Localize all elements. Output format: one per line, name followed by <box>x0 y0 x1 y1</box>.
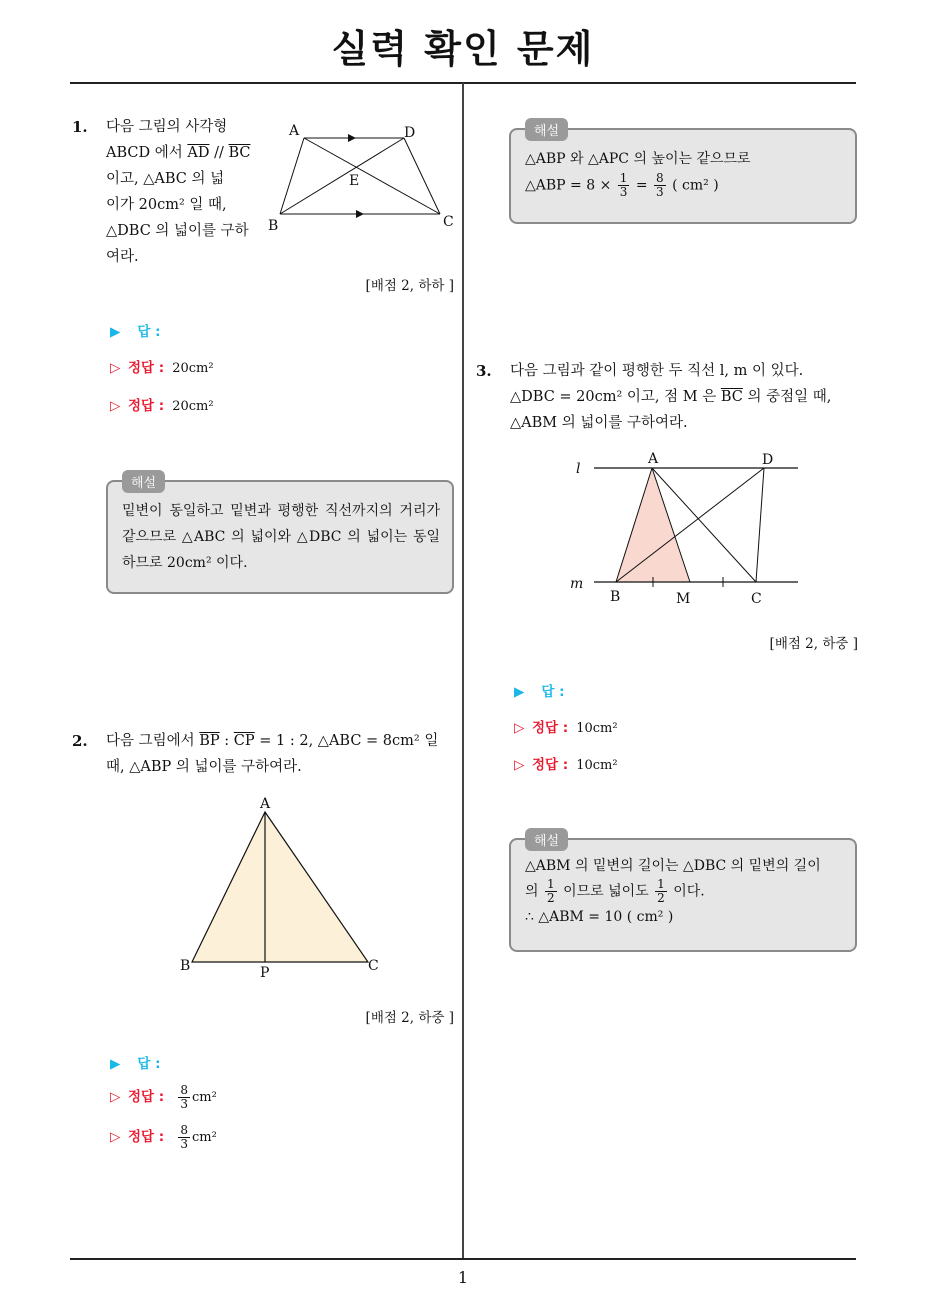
q1-line3: 이고, △ABC 의 넓 <box>106 171 225 187</box>
q1-correct-1: ▷ 정답 : 20cm² <box>110 360 214 376</box>
q1-correct-2: ▷ 정답 : 20cm² <box>110 398 214 414</box>
q3-line3: △ABM 의 넓이를 구하여라. <box>510 415 688 431</box>
q2-score: [배점 2, 하중 ] <box>365 1010 454 1026</box>
outline-triangle-icon: ▷ <box>110 1129 121 1145</box>
q1-answer-heading: ▶ 답 : <box>110 324 161 340</box>
fraction: $\frac{1}{3}$ <box>619 171 628 199</box>
q2-correct-1: ▷ 정답 : $\frac{8}{3}$ cm² <box>110 1083 217 1111</box>
q3-line1: 다음 그림과 같이 평행한 두 직선 l, m 이 있다. <box>510 363 804 379</box>
q3-explanation-box <box>509 834 857 952</box>
q1-line5: △DBC 의 넓이를 구하 <box>106 223 249 239</box>
q1-explanation-box <box>106 476 454 594</box>
q1-line6: 여라. <box>106 249 139 265</box>
q1-label-e: E <box>349 173 360 189</box>
page-number: 1 <box>457 1268 469 1287</box>
fraction: $\frac{8}{3}$ <box>656 171 664 199</box>
play-arrow-icon: ▶ <box>110 1056 121 1072</box>
q3-label-m: m <box>570 576 584 592</box>
outline-triangle-icon: ▷ <box>110 1089 121 1105</box>
q1-score: [배점 2, 하하 ] <box>365 278 454 294</box>
q2-label-b: B <box>180 958 191 974</box>
q3-line2: △DBC = 20cm² 이고, 점 M 은 $\overline{BC}$ 의 중점일 때, <box>510 389 832 405</box>
play-arrow-icon: ▶ <box>514 684 525 700</box>
explanation-tag: 해설 <box>525 828 568 851</box>
explanation-tag: 해설 <box>525 118 568 141</box>
q3-number: 3. <box>476 362 492 380</box>
outline-triangle-icon: ▷ <box>514 720 525 736</box>
q3-label-a: A <box>648 451 659 467</box>
q1-label-d: D <box>404 125 416 141</box>
q3-label-m-point: M <box>676 591 691 607</box>
page-title: 실력 확인 문제 <box>331 27 595 71</box>
q1-line1: 다음 그림의 사각형 <box>106 119 228 135</box>
q1-number: 1. <box>72 118 88 136</box>
q3-explanation-text: △ABM 의 밑변의 길이는 △DBC 의 밑변의 길이 의 $\frac{1}{2}$ 이므로 넓이도 $\frac{1}{2}$ 이다. ∴ △ABM = 10 ( cm² ) <box>525 858 821 925</box>
outline-triangle-icon: ▷ <box>514 757 525 773</box>
explanation-tag: 해설 <box>122 470 165 493</box>
q1-line4: 이가 20cm² 일 때, <box>106 197 227 213</box>
q2-explanation-box <box>509 124 857 224</box>
q3-correct-2: ▷ 정답 : 10cm² <box>514 757 618 773</box>
bottom-rule <box>70 1258 856 1260</box>
q3-label-l: l <box>576 461 581 477</box>
q3-correct-1: ▷ 정답 : 10cm² <box>514 720 618 736</box>
q1-text <box>106 114 256 270</box>
q2-explanation-text: △ABP 와 △APC 의 높이는 같으므로 △ABP = 8 × $\frac{1}{3}$ = $\frac{8}{3}$ ( cm² ) <box>525 151 751 199</box>
column-divider <box>462 83 464 1259</box>
q1-label-b: B <box>268 218 279 234</box>
q2-line2: 때, △ABP 의 넓이를 구하여라. <box>106 759 302 775</box>
q3-parallel-lines-figure <box>560 446 810 616</box>
q3-label-d: D <box>762 452 774 468</box>
q2-answer-fraction: $\frac{8}{3}$ <box>180 1083 188 1111</box>
q2-number: 2. <box>72 732 88 750</box>
q2-triangle-figure <box>170 794 390 984</box>
q2-label-a: A <box>260 796 271 812</box>
q3-text <box>510 358 860 436</box>
q2-label-p: P <box>260 965 270 981</box>
q2-answer-heading: ▶ 답 : <box>110 1056 161 1072</box>
q3-label-b: B <box>610 589 621 605</box>
q3-score: [배점 2, 하중 ] <box>769 636 858 652</box>
outline-triangle-icon: ▷ <box>110 360 121 376</box>
q2-correct-2: ▷ 정답 : $\frac{8}{3}$ cm² <box>110 1123 217 1151</box>
outline-triangle-icon: ▷ <box>110 398 121 414</box>
q2-line1: 다음 그림에서 $\overline{BP}$ : $\overline{CP} = 1$ : 2, △ABC = 8cm² 일 <box>106 733 439 749</box>
q2-label-c: C <box>368 958 379 974</box>
fraction: $\frac{1}{2}$ <box>657 877 665 905</box>
q1-label-a: A <box>289 123 300 139</box>
play-arrow-icon: ▶ <box>110 324 121 340</box>
q1-explanation-text: 밑변이 동일하고 밑변과 평행한 직선까지의 거리가 같으므로 △ABC 의 넓이와 △DBC 의 넓이는 동일하므로 20cm² 이다. <box>122 503 440 571</box>
q2-answer-fraction: $\frac{8}{3}$ <box>180 1123 188 1151</box>
fraction: $\frac{1}{2}$ <box>546 877 555 905</box>
q1-label-c: C <box>443 214 454 230</box>
q3-label-c: C <box>751 591 762 607</box>
q3-answer-heading: ▶ 답 : <box>514 684 565 700</box>
q1-line2: ABCD 에서 $\overline{AD} // \overline{BC}$ <box>106 145 251 161</box>
q2-text <box>106 728 456 780</box>
q1-trapezoid-figure <box>262 118 462 238</box>
